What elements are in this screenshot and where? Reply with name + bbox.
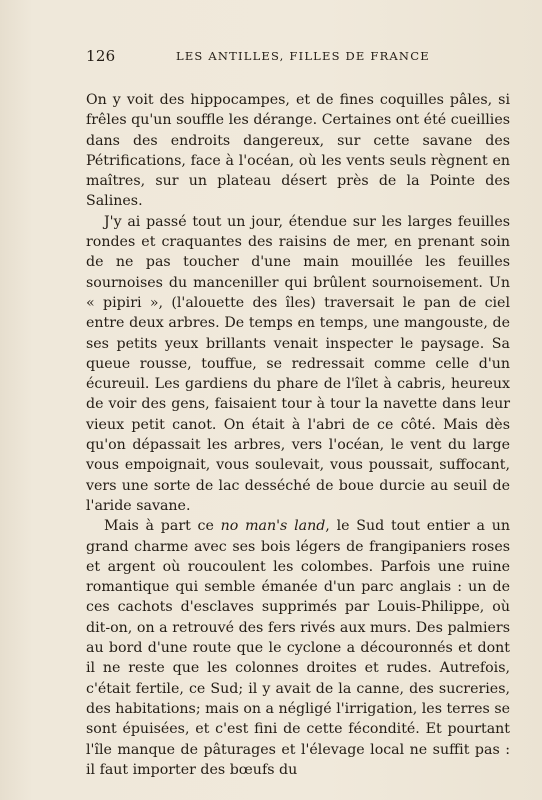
paragraph-3 bbox=[86, 516, 510, 780]
paragraph-2 bbox=[86, 212, 510, 516]
paragraph-2-text: J'y ai passé tout un jour, étendue sur les larges feuilles rondes et craquantes des raisins de mer, en prenant soin de ne pas toucher d'une main mouillée les feuilles sournoises du manceniller qui brûlent sournoisement. Un « pipiri », (l'alouette des îles) traversait le pan de ciel entre deux arbres. De temps en temps, une mangouste, de ses petits yeux brillants venait inspecter le paysage. Sa queue rousse, touffue, se redressait comme celle d'un écureuil. Les gardiens du phare de l'îlet à cabris, heureux de voir des gens, faisaient tour à tour la navette dans leur vieux petit canot. On était à l'abri de ce côté. Mais dès qu'on dépassait les arbres, vers l'océan, le vent du large vous empoignait, vous soulevait, vous poussait, suffocant, vers une sorte de lac desséché de boue durcie au seuil de l'aride savane. bbox=[86, 213, 510, 514]
paragraph-3-emphasis: no man's land bbox=[220, 518, 326, 535]
paragraph-3-text-before: Mais à part ce bbox=[104, 518, 221, 535]
running-title: LES ANTILLES, FILLES DE FRANCE bbox=[176, 49, 430, 63]
paragraph-3-text-after: , le Sud tout entier a un grand charme avec ses bois légers de frangipaniers roses et argent où roucoulent les colombes. Parfois une ruine romantique qui semble émanée d'un parc anglais : un de ces cachots d'esclaves supprimés par Louis-Philippe, où dit-on, on a retrouvé des fers rivés aux murs. Des palmiers au bord d'une route que le cyclone a découronnés et dont il ne reste que les colonnes droites et rudes. Autrefois, c'était fertile, ce Sud; il y avait de la canne, des sucreries, des habitations; mais on a négligé l'irrigation, les terres se sont épuisées, et c'est fini de cette fécondité. Et pourtant l'île manque de pâturages et l'élevage local ne suffit pas : il faut importer des bœufs du bbox=[86, 518, 511, 778]
paragraph-1 bbox=[86, 90, 510, 212]
body-text bbox=[86, 90, 510, 780]
page-number: 126 bbox=[86, 47, 116, 65]
page-header bbox=[86, 47, 466, 67]
paragraph-1-text: On y voit des hippocampes, et de fines coquilles pâles, si frêles qu'un souffle les dérange. Certaines ont été cueillies dans des endroits dangereux, sur cette savane des Pétrifications, face à l'océan, où les vents seuls règnent en maîtres, sur un plateau désert près de la Pointe des Salines. bbox=[86, 92, 510, 210]
